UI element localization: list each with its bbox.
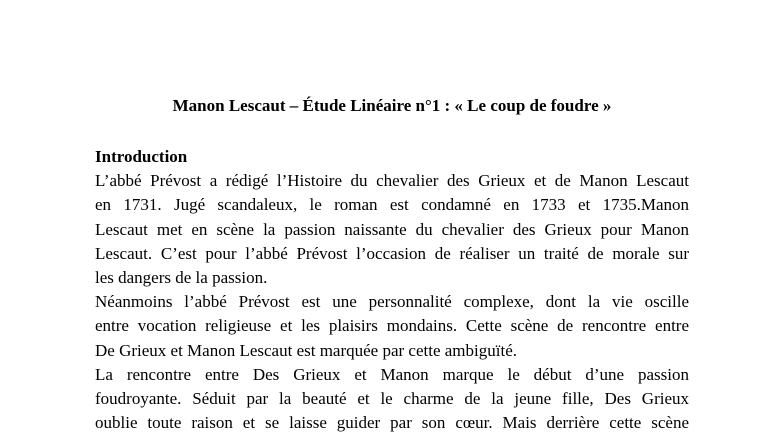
- document-title: Manon Lescaut – Étude Linéaire n°1 : « Le coup de foudre »: [172, 96, 612, 115]
- paragraph-line: les dangers de la passion.: [95, 267, 268, 287]
- paragraph-line: L’abbé Prévost a rédigé l’Histoire du chevalier des Grieux et de Manon Lescaut: [95, 171, 689, 191]
- paragraph-3: [95, 363, 689, 436]
- paragraph-line: foudroyante. Séduit par la beauté et le charme de la jeune fille, Des Grieux: [95, 388, 689, 408]
- document-body: [95, 145, 689, 435]
- paragraph-line: La rencontre entre Des Grieux et Manon marque le début d’une passion: [95, 364, 689, 384]
- paragraph-line: Néanmoins l’abbé Prévost est une personnalité complexe, dont la vie oscille: [95, 292, 689, 312]
- paragraph-line: entre vocation religieuse et les plaisirs mondains. Cette scène de rencontre entre: [95, 316, 689, 336]
- paragraph-line: De Grieux et Manon Lescaut est marquée par cette ambiguïté.: [95, 340, 517, 360]
- section-heading-introduction: Introduction: [95, 147, 188, 166]
- paragraph-2: [95, 290, 689, 363]
- paragraph-line: Lescaut. C’est pour l’abbé Prévost l’occasion de réaliser un traité de morale sur: [95, 243, 689, 263]
- paragraph-line: Lescaut met en scène la passion naissante du chevalier des Grieux pour Manon: [95, 219, 689, 239]
- paragraph-line: oublie toute raison et se laisse guider par son cœur. Mais derrière cette scène: [95, 413, 689, 433]
- paragraph-line: en 1731. Jugé scandaleux, le roman est condamné en 1733 et 1735.Manon: [95, 195, 689, 215]
- paragraph-1: [95, 169, 689, 290]
